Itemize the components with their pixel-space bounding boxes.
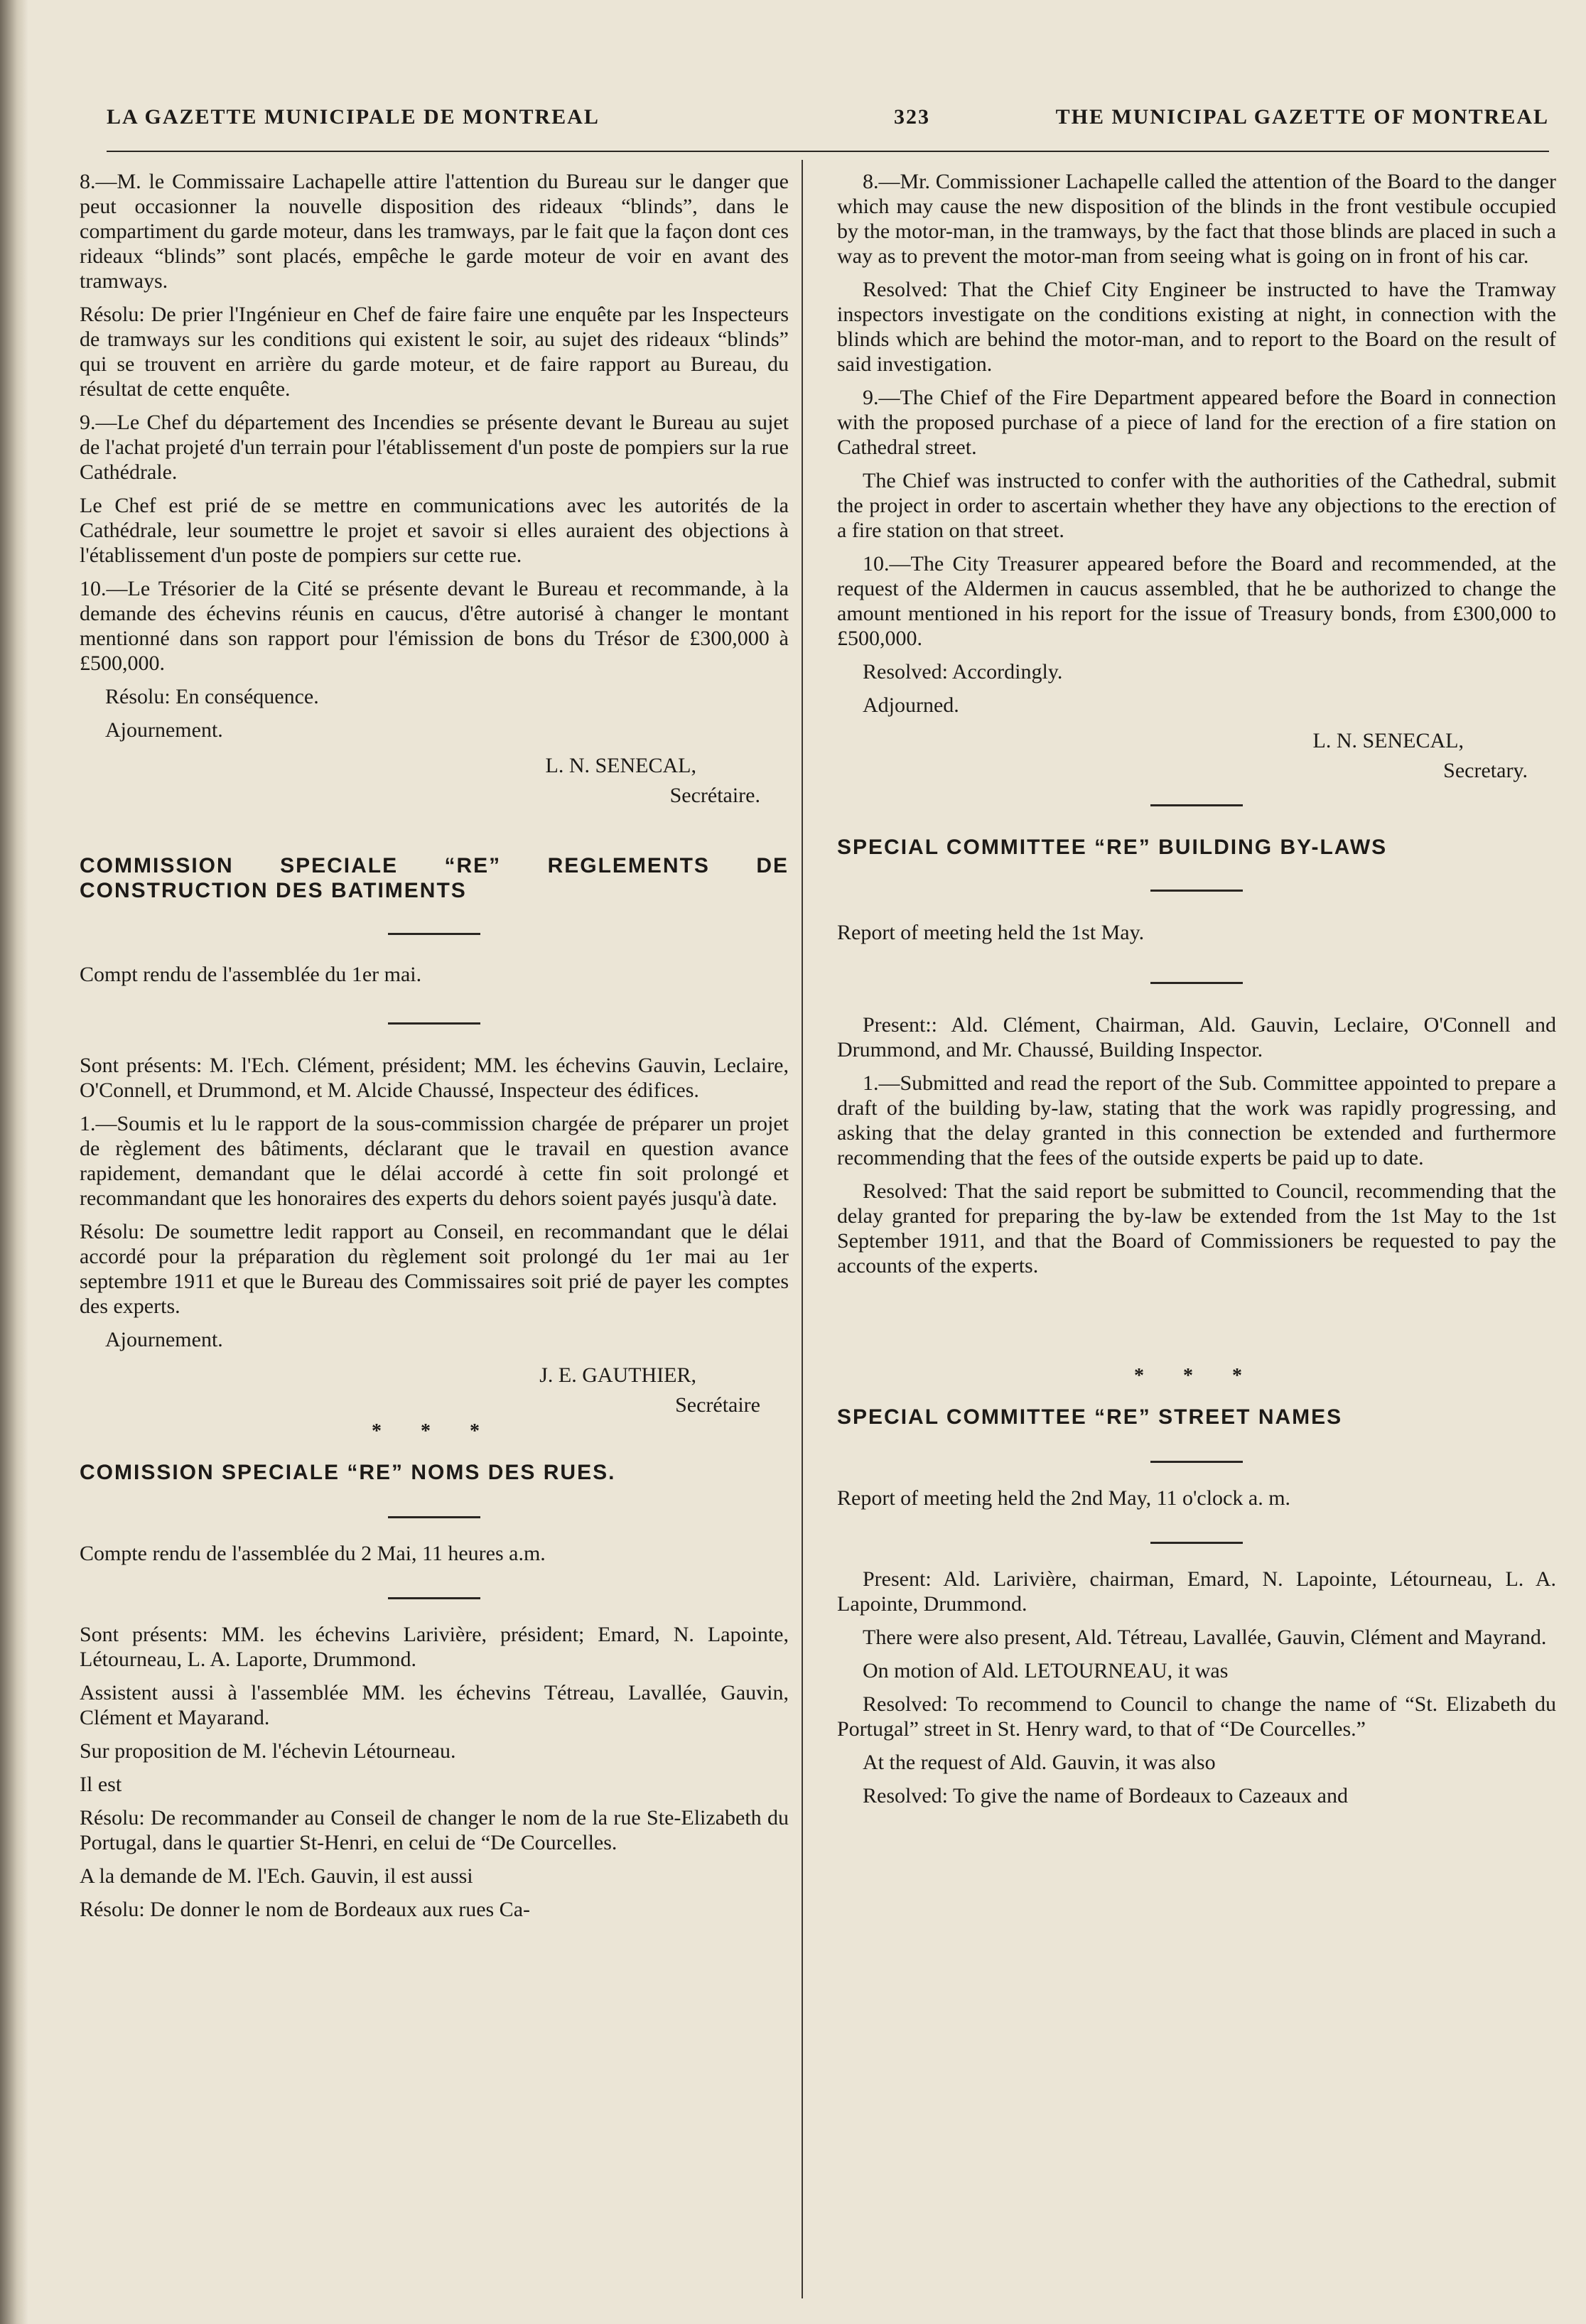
en-item-1-building: 1.—Submitted and read the report of the Sub. Committee appointed to prepare a draft of the building by-law, stating that the work was rapidly progressing, and asking that the delay granted in this connection be extended and furthermore recommending that the fees of the outside experts be paid up to date. xyxy=(837,1071,1556,1169)
column-english xyxy=(837,169,1556,1817)
en-present-building: Present:: Ald. Clément, Chairman, Ald. Gauvin, Leclaire, O'Connell and Drummond, and Mr. Chaussé, Building Inspector. xyxy=(837,1013,1556,1061)
en-signature-1-name: L. N. SENECAL, xyxy=(1312,729,1464,752)
fr-stars: * * * xyxy=(372,1420,497,1442)
header-rule xyxy=(107,151,1549,152)
en-also-present: There were also present, Ald. Tétreau, Lavallée, Gauvin, Clément and Mayrand. xyxy=(863,1626,1547,1649)
fr-it-is: Il est xyxy=(80,1773,122,1796)
fr-signature-2-name: J. E. GAUTHIER, xyxy=(539,1363,696,1387)
fr-item-1-building: 1.—Soumis et lu le rapport de la sous-commission chargée de préparer un projet de règlement des bâtiments, déclarant que le travail en question avance rapidement, demandant que le délai accordé à cette fin soit prolongé et recommandant que les honoraires des experts du dehors soient payés jusqu'à date. xyxy=(80,1112,789,1210)
en-resolution-building: Resolved: That the said report be submitted to Council, recommending that the delay granted for preparing the by-law be extended from the 1st May to the 1st September 1911, and that the Board of Commissioners be requested to pay the accounts of the experts. xyxy=(837,1179,1556,1277)
fr-signature-1 xyxy=(80,751,760,811)
fr-adjournment-1: Ajournement. xyxy=(105,718,223,742)
en-heading-building: SPECIAL COMMITTEE “RE” BUILDING BY-LAWS xyxy=(837,836,1388,859)
en-stars: * * * xyxy=(1134,1365,1259,1387)
fr-signature-2-title: Secrétaire xyxy=(675,1393,760,1417)
fr-item-9: 9.—Le Chef du département des Incendies se présente devant le Bureau au sujet de l'achat projeté d'un terrain pour l'établissement d'un poste de pompiers sur la rue Cathédrale. xyxy=(80,411,789,484)
fr-heading-streets: COMISSION SPECIALE “RE” NOMS DES RUES. xyxy=(80,1461,616,1484)
fr-present-building: Sont présents: M. l'Ech. Clément, président; MM. les échevins Gauvin, Leclaire, O'Connell, et Drummond, et M. Alcide Chaussé, Inspecteur des édifices. xyxy=(80,1054,789,1102)
fr-item-8: 8.—M. le Commissaire Lachapelle attire l'attention du Bureau sur le danger que peut occasionner la nouvelle disposition des rideaux “blinds”, dans le compartiment du garde moteur, dans les tramways, par le fait que la façon dont ces rideaux “blinds” sont placés, empêche le garde moteur de voir en avant des tramways. xyxy=(80,170,789,293)
en-subhead-building: Report of meeting held the 1st May. xyxy=(837,921,1145,944)
page-header xyxy=(107,105,1549,148)
fr-resolution-8: Résolu: De prier l'Ingénieur en Chef de faire faire une enquête par les Inspecteurs de tramways sur les conditions qui existent le soir, au sujet des rideaux “blinds” qui se trouvent en arrière du garde moteur, et de faire rapport au Bureau, du résultat de cette enquête. xyxy=(80,303,789,401)
fr-signature-1-title: Secrétaire. xyxy=(669,784,760,807)
fr-signature-1-name: L. N. SENECAL, xyxy=(545,754,696,777)
fr-instruction-9: Le Chef est prié de se mettre en communications avec les autorités de la Cathédrale, leur soumettre le projet et savoir si elles auraient des objections à l'établissement d'un poste de pompiers sur cette rue. xyxy=(80,494,789,567)
en-resolution-10: Resolved: Accordingly. xyxy=(863,660,1063,683)
page-number: 323 xyxy=(894,105,930,129)
fr-subhead-building: Compt rendu de l'assemblée du 1er mai. xyxy=(80,963,422,986)
fr-motion: Sur proposition de M. l'échevin Létourneau. xyxy=(80,1739,456,1763)
en-present-streets: Present: Ald. Larivière, chairman, Emard, N. Lapointe, Létourneau, L. A. Lapointe, Drummond. xyxy=(837,1567,1556,1616)
en-signature-1 xyxy=(837,726,1528,786)
en-adjournment: Adjourned. xyxy=(863,693,959,717)
fr-resolution-streets-1: Résolu: De recommander au Conseil de changer le nom de la rue Ste-Elizabeth du Portugal, dans le quartier St-Henri, en celui de “De Courcelles. xyxy=(80,1806,789,1854)
fr-present-streets: Sont présents: MM. les échevins Larivière, président; Emard, N. Lapointe, Létourneau, L. A. Laporte, Drummond. xyxy=(80,1623,789,1671)
en-resolution-streets-2: Resolved: To give the name of Bordeaux to Cazeaux and xyxy=(863,1784,1348,1807)
column-divider xyxy=(802,160,803,2298)
en-heading-streets: SPECIAL COMMITTEE “RE” STREET NAMES xyxy=(837,1405,1343,1429)
en-request-gauvin: At the request of Ald. Gauvin, it was also xyxy=(863,1751,1216,1774)
en-motion: On motion of Ald. LETOURNEAU, it was xyxy=(863,1659,1229,1682)
fr-subhead-streets: Compte rendu de l'assemblée du 2 Mai, 11 heures a.m. xyxy=(80,1542,546,1565)
en-resolution-streets-1: Resolved: To recommend to Council to change the name of “St. Elizabeth du Portugal” street in St. Henry ward, to that of “De Courcelles.” xyxy=(837,1692,1556,1741)
fr-item-10: 10.—Le Trésorier de la Cité se présente devant le Bureau et recommande, à la demande des échevins réunis en caucus, d'être autorisé à changer le montant mentionné dans son rapport pour l'émission de bons du Trésor de £300,000 à £500,000. xyxy=(80,577,789,675)
fr-resolution-building: Résolu: De soumettre ledit rapport au Conseil, en recommandant que le délai accordé pour la préparation du règlement soit prolongé du 1er mai au 1er septembre 1911 et que le Bureau des Commissaires soit prié de payer les comptes des experts. xyxy=(80,1220,789,1318)
column-french xyxy=(80,169,789,1930)
fr-resolution-10: Résolu: En conséquence. xyxy=(105,685,319,708)
en-instruction-9: The Chief was instructed to confer with the authorities of the Cathedral, submit the project in order to ascertain whether they have any objections to the erection of a fire station on that street. xyxy=(837,469,1556,542)
header-title-en: THE MUNICIPAL GAZETTE OF MONTREAL xyxy=(1055,105,1549,129)
en-signature-1-title: Secretary. xyxy=(1443,759,1528,782)
en-resolution-8: Resolved: That the Chief City Engineer be instructed to have the Tramway inspectors investigate on the conditions existing at night, in connection with the blinds which are behind the motor-man, and to report to the Board on the result of said investigation. xyxy=(837,278,1556,376)
en-item-8: 8.—Mr. Commissioner Lachapelle called the attention of the Board to the danger which may cause the new disposition of the blinds in the front vestibule occupied by the motor-man, in the tramways, by the fact that those blinds are placed in such a way as to prevent the motor-man from seeing what is going on in front of his car. xyxy=(837,170,1556,268)
en-item-9: 9.—The Chief of the Fire Department appeared before the Board in connection with the proposed purchase of a piece of land for the erection of a fire station on Cathedral street. xyxy=(837,386,1556,459)
fr-resolution-streets-2: Résolu: De donner le nom de Bordeaux aux rues Ca- xyxy=(80,1898,530,1921)
fr-request-gauvin: A la demande de M. l'Ech. Gauvin, il est aussi xyxy=(80,1864,473,1888)
en-item-10: 10.—The City Treasurer appeared before the Board and recommended, at the request of the Aldermen in caucus assembled, that he be authorized to change the amount mentioned in his report for the issue of Treasury bonds, from £300,000 to £500,000. xyxy=(837,552,1556,650)
fr-also-present: Assistent aussi à l'assemblée MM. les échevins Tétreau, Lavallée, Gauvin, Clément et Mayarand. xyxy=(80,1681,789,1729)
header-title-fr: LA GAZETTE MUNICIPALE DE MONTREAL xyxy=(107,105,600,129)
binding-shadow xyxy=(0,0,28,2324)
fr-adjournment-2: Ajournement. xyxy=(105,1328,223,1351)
fr-heading-building: COMMISSION SPECIALE “RE” REGLEMENTS DE CONSTRUCTION DES BATIMENTS xyxy=(80,854,789,902)
fr-signature-2 xyxy=(80,1361,760,1420)
en-subhead-streets: Report of meeting held the 2nd May, 11 o'clock a. m. xyxy=(837,1486,1291,1510)
